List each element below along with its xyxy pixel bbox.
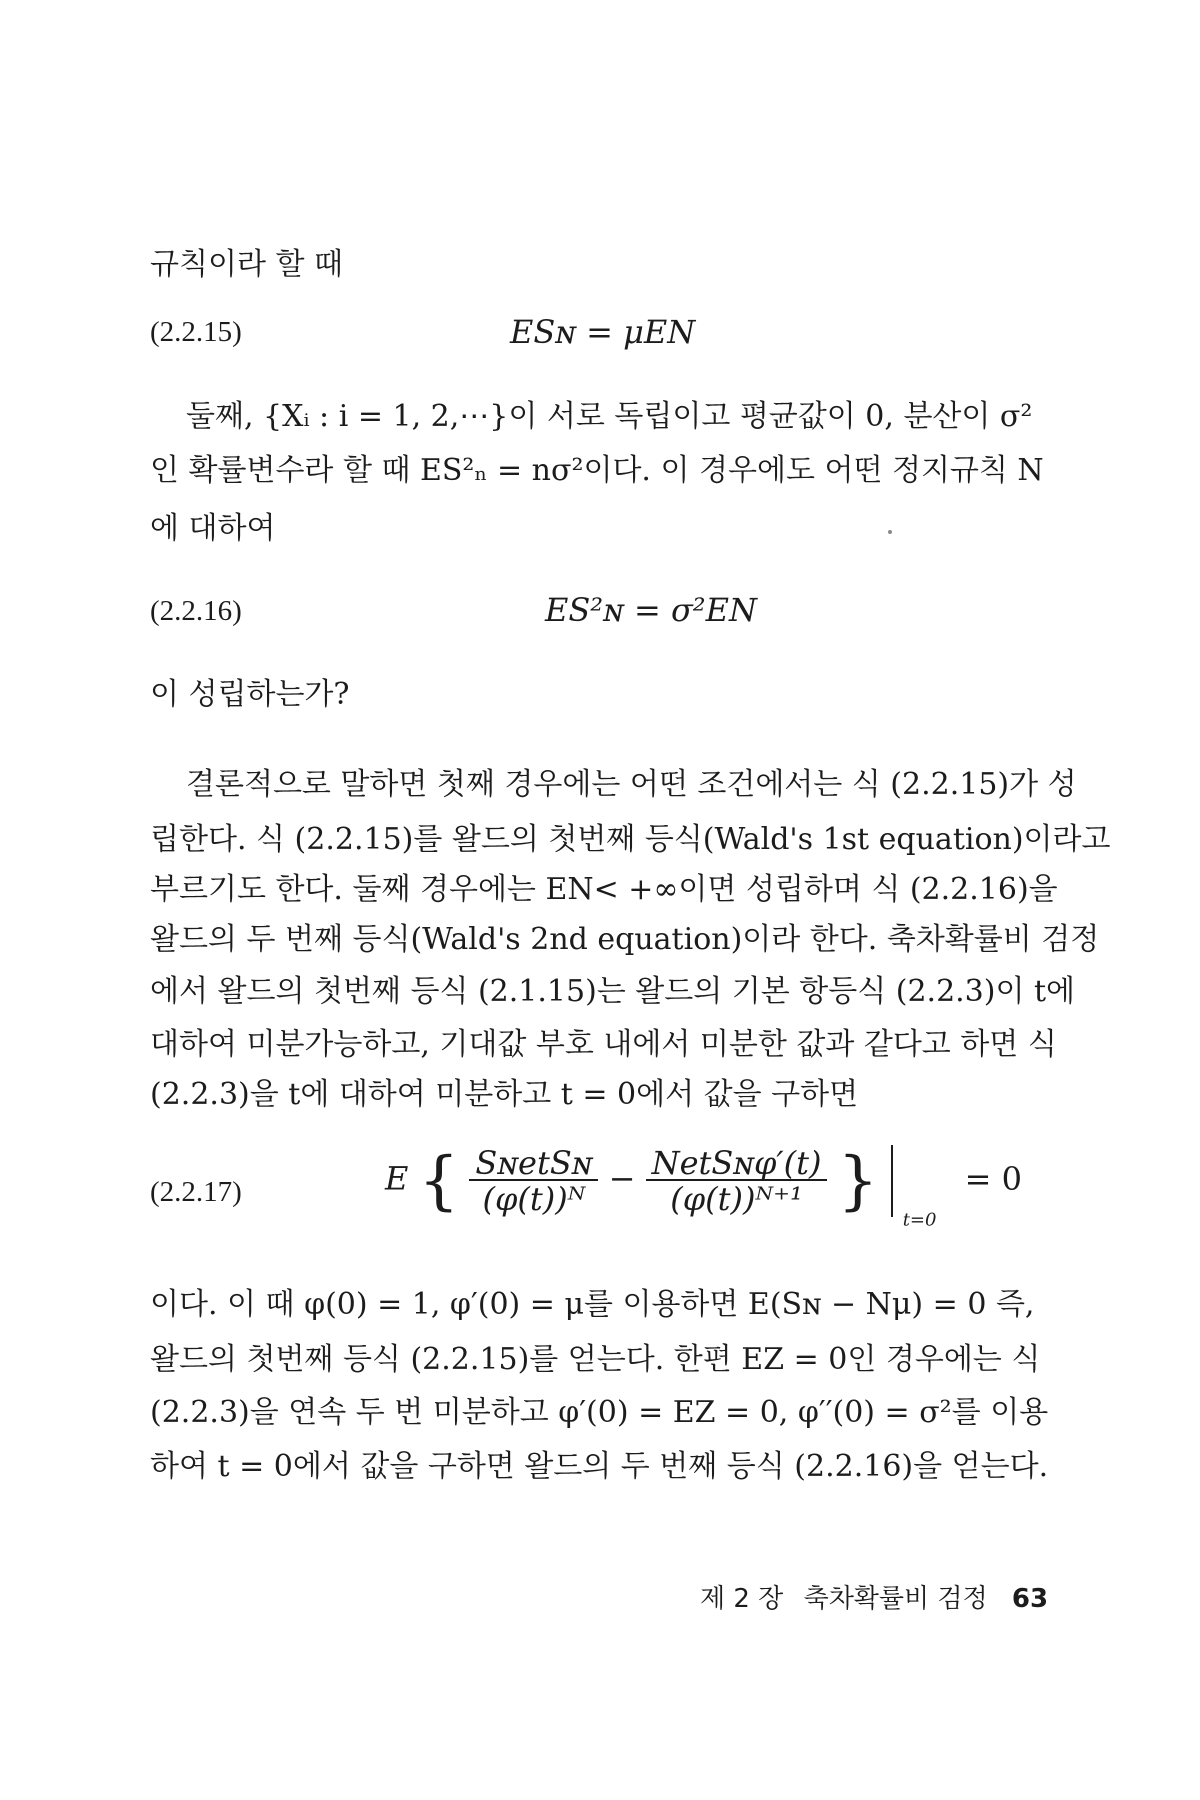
chapter-label: 제 2 장 — [700, 1584, 784, 1614]
text-line: (2.2.3)을 t에 대하여 미분하고 t = 0에서 값을 구하면 — [150, 1077, 859, 1112]
equation-2-2-17 — [385, 1145, 1022, 1230]
left-brace: { — [418, 1144, 460, 1218]
equation-rhs: = 0 — [964, 1159, 1022, 1198]
fraction-1 — [469, 1144, 598, 1218]
chapter-title: 축차확률비 검정 — [803, 1584, 988, 1614]
text-line: 부르기도 한다. 둘째 경우에는 EN< +∞이면 성립하며 식 (2.2.16)을 — [150, 872, 1058, 907]
text-line: (2.2.3)을 연속 두 번 미분하고 φ′(0) = EZ = 0, φ′′(0) = σ²를 이용 — [150, 1395, 1049, 1430]
text-line: 립한다. 식 (2.2.15)를 왈드의 첫번째 등식(Wald's 1st equation)이라고 — [150, 822, 1111, 857]
text-line: 인 확률변수라 할 때 ES²ₙ = nσ²이다. 이 경우에도 어떤 정지규칙 N — [150, 453, 1044, 488]
text-line: 이 성립하는가? — [150, 677, 350, 712]
page-number: 63 — [1011, 1584, 1049, 1614]
equation-2-2-15: ESɴ = μEN — [510, 313, 696, 351]
text-line: 결론적으로 말하면 첫째 경우에는 어떤 조건에서는 식 (2.2.15)가 성 — [186, 767, 1077, 802]
page-footer — [700, 1578, 1048, 1615]
text-line: 규칙이라 할 때 — [150, 247, 343, 282]
fraction-2-denominator: (φ(t))ᴺ⁺¹ — [646, 1179, 828, 1215]
right-brace: } — [837, 1144, 879, 1218]
text-line: 하여 t = 0에서 값을 구하면 왈드의 두 번째 등식 (2.2.16)을 얻는다. — [150, 1449, 1049, 1484]
equation-2-2-16: ES²ɴ = σ²EN — [545, 591, 757, 629]
text-line: 에서 왈드의 첫번째 등식 (2.1.15)는 왈드의 기본 항등식 (2.2.3)이 t에 — [150, 974, 1076, 1009]
fraction-2 — [646, 1144, 828, 1218]
text-line: 왈드의 두 번째 등식(Wald's 2nd equation)이라 한다. 축차확률비 검정 — [150, 922, 1100, 957]
evaluation-point: t=0 — [902, 1209, 937, 1231]
fraction-1-denominator: (φ(t))ᴺ — [469, 1179, 598, 1215]
evaluation-bar — [891, 1145, 893, 1217]
scan-speck — [888, 530, 892, 534]
text-line: 이다. 이 때 φ(0) = 1, φ′(0) = μ를 이용하면 E(Sɴ − Nμ) = 0 즉, — [150, 1287, 1035, 1322]
text-line: 둘째, {Xᵢ : i = 1, 2,⋯}이 서로 독립이고 평균값이 0, 분산이 σ² — [186, 399, 1033, 434]
text-line: 대하여 미분가능하고, 기대값 부호 내에서 미분한 값과 같다고 하면 식 — [150, 1027, 1057, 1062]
minus-sign: − — [608, 1159, 636, 1198]
equation-label: (2.2.17) — [150, 1176, 242, 1208]
fraction-2-numerator: NetSɴφ′(t) — [651, 1144, 822, 1182]
equation-label: (2.2.16) — [150, 595, 242, 627]
fraction-1-numerator: SɴetSɴ — [475, 1144, 593, 1182]
expectation-symbol: E — [385, 1159, 409, 1198]
text-line: 에 대하여 — [150, 511, 276, 546]
equation-label: (2.2.15) — [150, 316, 242, 348]
text-line: 왈드의 첫번째 등식 (2.2.15)를 얻는다. 한편 EZ = 0인 경우에는 식 — [150, 1342, 1041, 1377]
